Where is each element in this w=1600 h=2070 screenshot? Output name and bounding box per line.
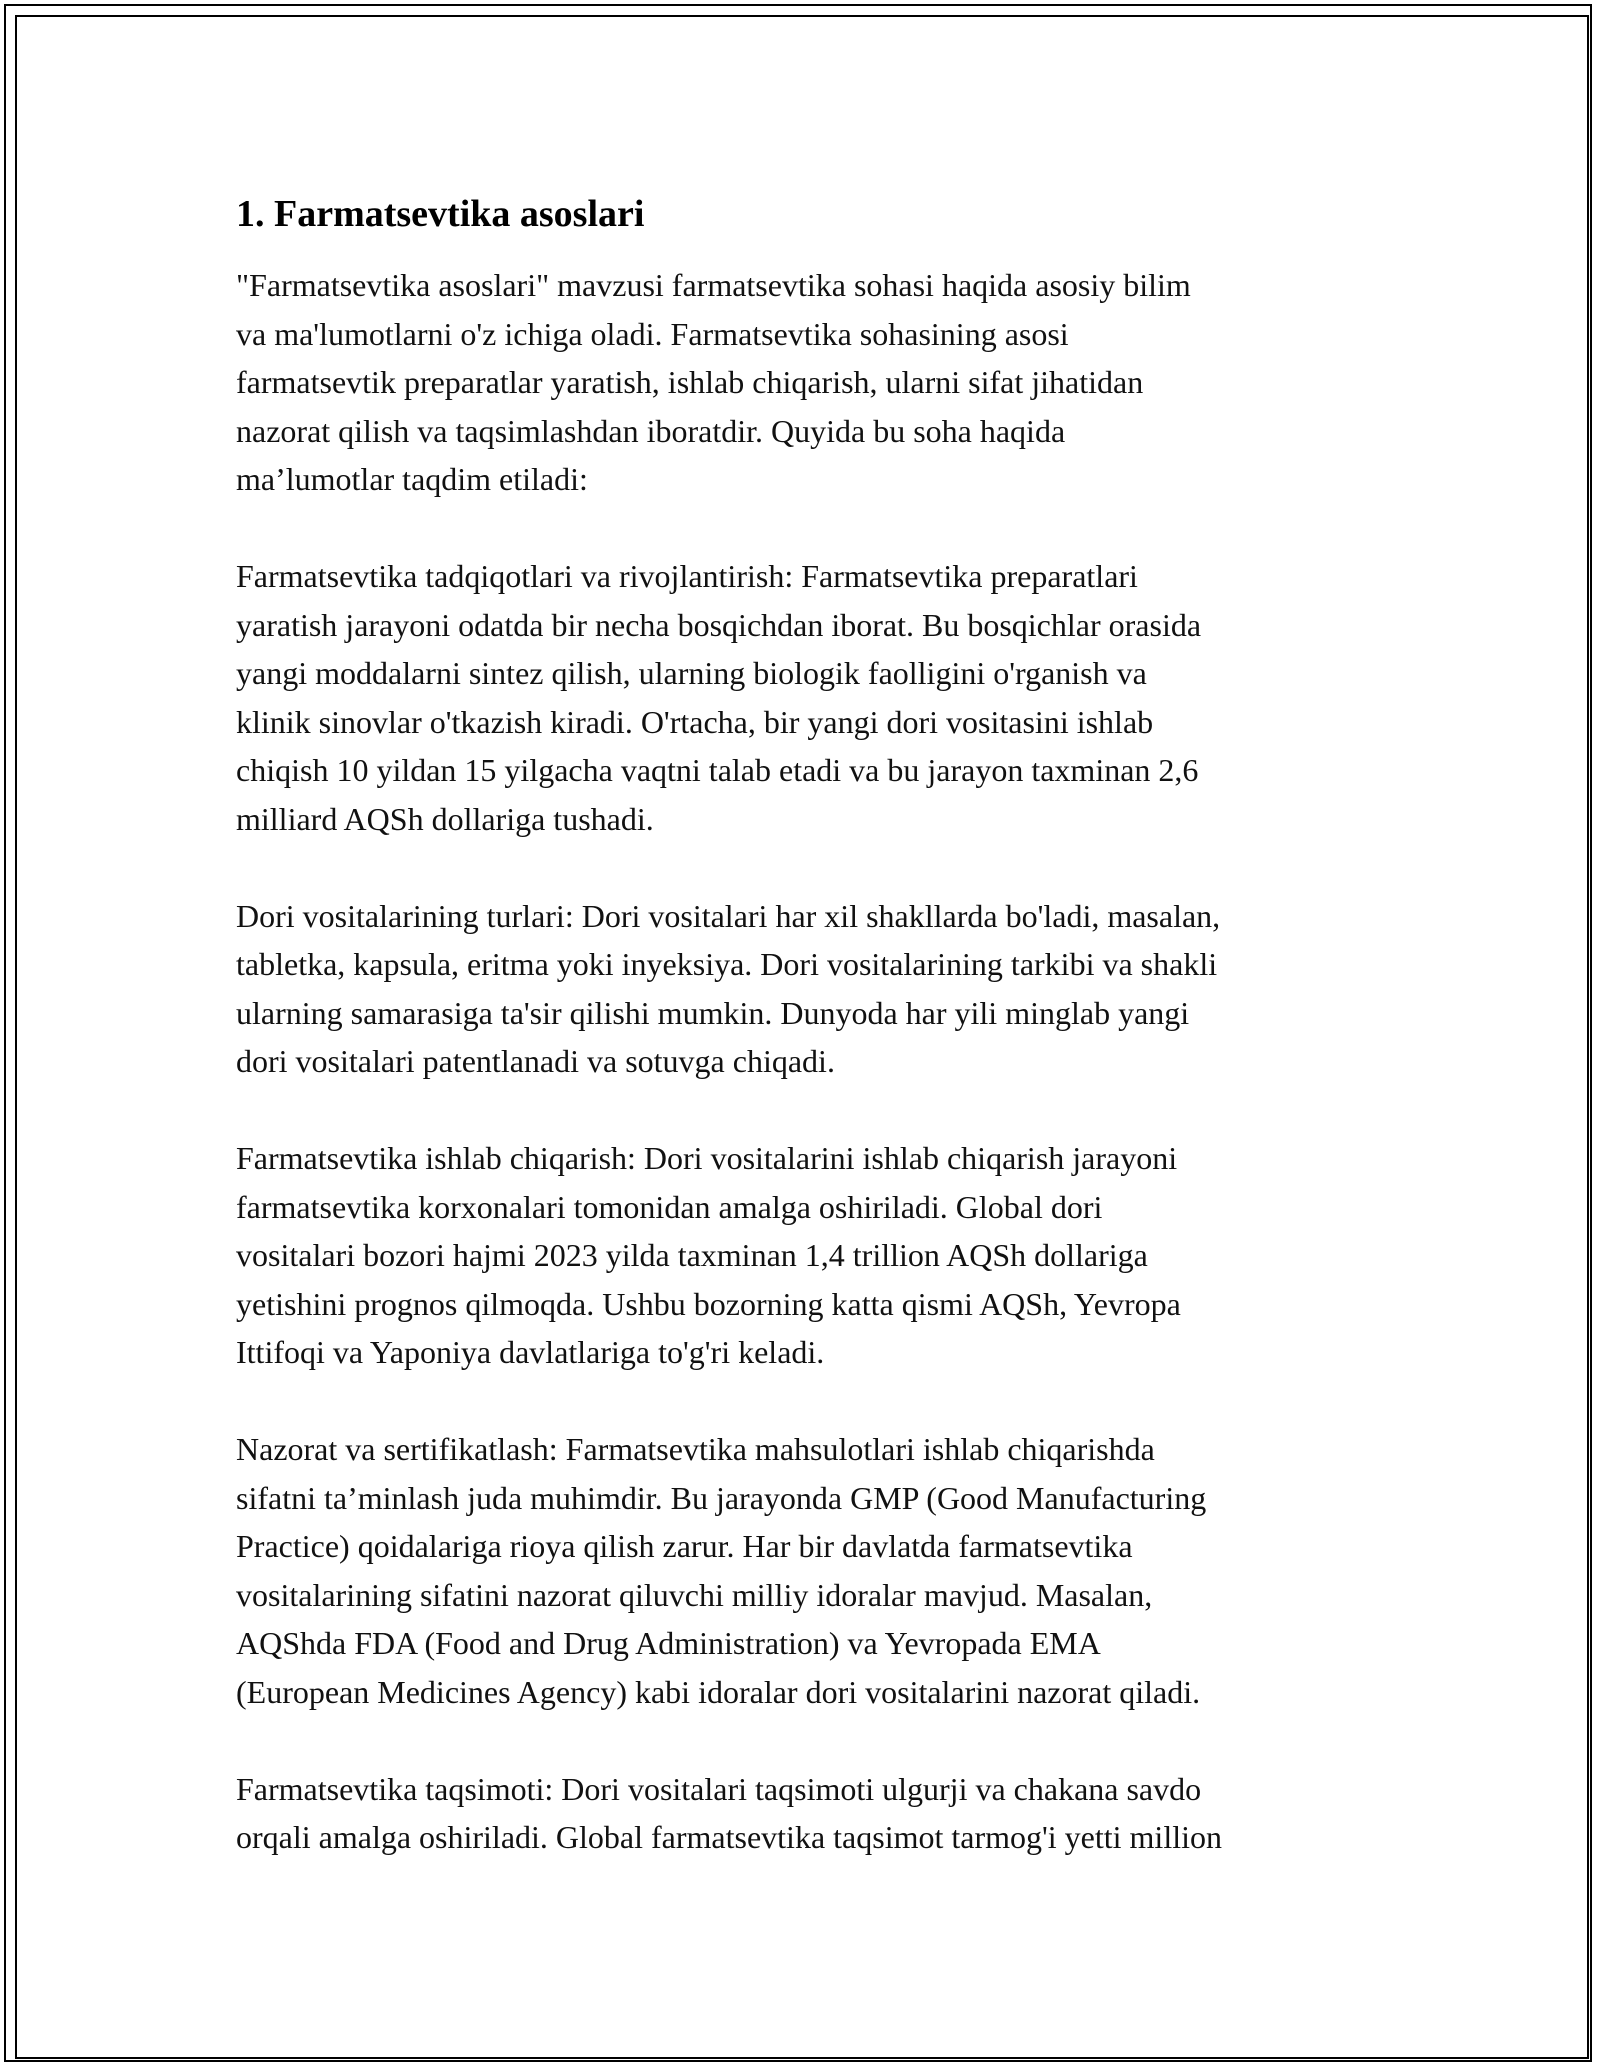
paragraph-line: milliard AQSh dollariga tushadi. (236, 800, 654, 837)
paragraph-line: yaratish jarayoni odatda bir necha bosqichdan iborat. Bu bosqichlar orasida (236, 606, 1202, 643)
paragraph (236, 1425, 1366, 1716)
paragraph (236, 1134, 1366, 1377)
paragraph-line: Nazorat va sertifikatlash: Farmatsevtika mahsulotlari ishlab chiqarishda (236, 1431, 1155, 1467)
paragraph-line: sifatni ta’minlash juda muhimdir. Bu jarayonda GMP (Good Manufacturing (236, 1479, 1207, 1516)
paragraph-line: klinik sinovlar o'tkazish kiradi. O'rtacha, bir yangi dori vositasini ishlab (236, 703, 1154, 740)
paragraph-line: "Farmatsevtika asoslari" mavzusi farmatsevtika sohasi haqida asosiy bilim (236, 267, 1191, 303)
paragraph-line: farmatsevtika korxonalari tomonidan amalga oshiriladi. Global dori (236, 1188, 1103, 1225)
paragraph-line: Dori vositalarining turlari: Dori vositalari har xil shakllarda bo'ladi, masalan, (236, 897, 1221, 934)
paragraph-line: yangi moddalarni sintez qilish, ularning biologik faolligini o'rganish va (236, 655, 1147, 691)
paragraph (236, 892, 1366, 1086)
paragraph-line: vositalarining sifatini nazorat qiluvchi milliy idoralar mavjud. Masalan, (236, 1576, 1153, 1613)
paragraph-line: Ittifoqi va Yaponiya davlatlariga to'g'ri keladi. (236, 1334, 825, 1370)
paragraph-line: (European Medicines Agency) kabi idoralar dori vositalarini nazorat qiladi. (236, 1673, 1201, 1710)
paragraph-line: vositalari bozori hajmi 2023 yilda taxminan 1,4 trillion AQSh dollariga (236, 1237, 1148, 1273)
paragraph-line: va ma'lumotlarni o'z ichiga oladi. Farmatsevtika sohasining asosi (236, 315, 1069, 352)
paragraph-line: AQShda FDA (Food and Drug Administration) va Yevropada EMA (236, 1625, 1101, 1661)
paragraph-line: Farmatsevtika taqsimoti: Dori vositalari taqsimoti ulgurji va chakana savdo (236, 1770, 1202, 1807)
paragraph-line: farmatsevtik preparatlar yaratish, ishlab chiqarish, ularni sifat jihatidan (236, 364, 1144, 400)
paragraph-list (236, 261, 1366, 1862)
paragraph-line: ma’lumotlar taqdim etiladi: (236, 461, 588, 497)
paragraph-line: orqali amalga oshiriladi. Global farmatsevtika taqsimot tarmog'i yetti million (236, 1819, 1222, 1855)
paragraph-line: Farmatsevtika ishlab chiqarish: Dori vositalarini ishlab chiqarish jarayoni (236, 1140, 1178, 1176)
paragraph-line: dori vositalari patentlanadi va sotuvga chiqadi. (236, 1043, 835, 1079)
document-body (236, 190, 1366, 1910)
paragraph (236, 1765, 1366, 1862)
paragraph-line: chiqish 10 yildan 15 yilgacha vaqtni talab etadi va bu jarayon taxminan 2,6 (236, 752, 1199, 788)
paragraph (236, 261, 1366, 504)
paragraph (236, 552, 1366, 843)
paragraph-line: ularning samarasiga ta'sir qilishi mumkin. Dunyoda har yili minglab yangi (236, 994, 1190, 1031)
paragraph-line: Practice) qoidalariga rioya qilish zarur. Har bir davlatda farmatsevtika (236, 1528, 1133, 1564)
section-heading: 1. Farmatsevtika asoslari (236, 193, 645, 235)
paragraph-line: yetishini prognos qilmoqda. Ushbu bozorning katta qismi AQSh, Yevropa (236, 1285, 1181, 1322)
paragraph-line: nazorat qilish va taqsimlashdan iboratdir. Quyida bu soha haqida (236, 412, 1066, 449)
paragraph-line: tabletka, kapsula, eritma yoki inyeksiya. Dori vositalarining tarkibi va shakli (236, 946, 1218, 982)
paragraph-line: Farmatsevtika tadqiqotlari va rivojlantirish: Farmatsevtika preparatlari (236, 558, 1138, 594)
